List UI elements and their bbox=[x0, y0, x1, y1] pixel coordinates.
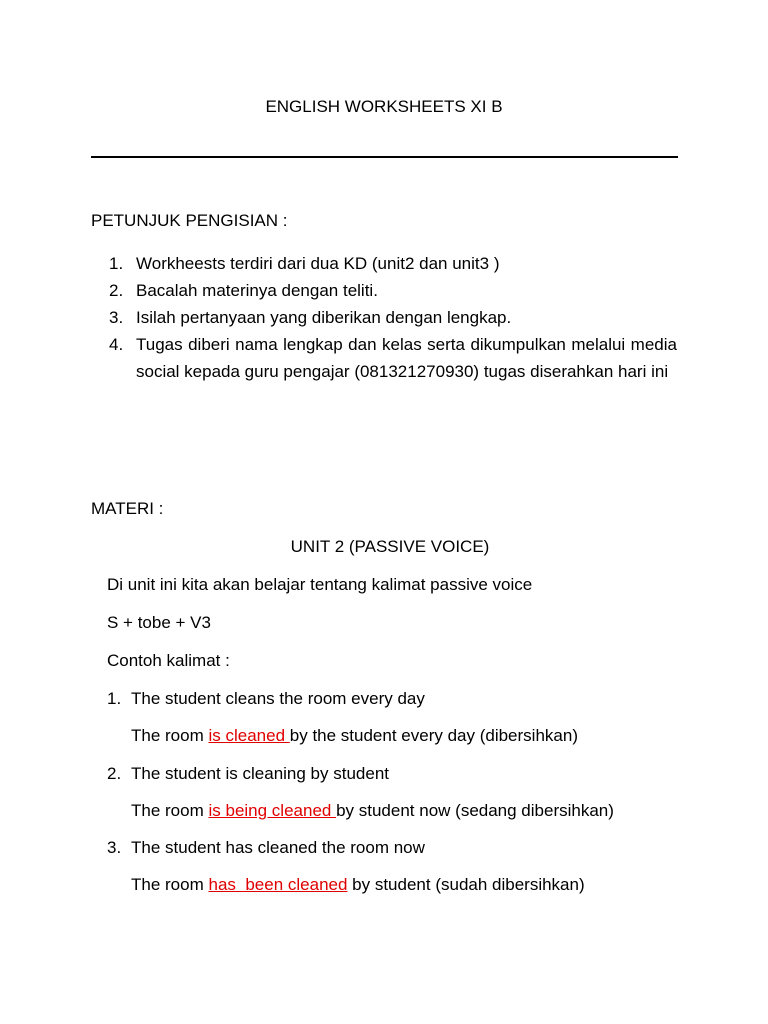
materi-heading: MATERI : bbox=[91, 499, 164, 518]
passive-highlight: is being cleaned bbox=[208, 801, 337, 820]
passive-suffix: by student now (sedang dibersihkan) bbox=[336, 801, 614, 820]
example-passive-sentence bbox=[131, 726, 578, 746]
examples-label: Contoh kalimat : bbox=[107, 651, 230, 670]
passive-highlight: has been cleaned bbox=[208, 875, 348, 894]
formula: S + tobe + V3 bbox=[107, 613, 211, 632]
instruction-item bbox=[91, 304, 677, 331]
unit-title: UNIT 2 (PASSIVE VOICE) bbox=[290, 537, 490, 556]
example-number: 1. bbox=[107, 689, 122, 708]
instructions-list bbox=[91, 250, 677, 385]
page-title: ENGLISH WORKSHEETS XI B bbox=[265, 97, 503, 116]
passive-prefix: The room bbox=[131, 726, 209, 745]
instruction-item bbox=[91, 277, 677, 304]
passive-prefix: The room bbox=[131, 801, 209, 820]
instruction-text: Tugas diberi nama lengkap dan kelas serta dikumpulkan melalui media social kepada guru pengajar (081321270930) tugas diserahkan hari ini bbox=[136, 335, 677, 381]
instructions-heading: PETUNJUK PENGISIAN : bbox=[91, 211, 288, 230]
instruction-number: 4. bbox=[109, 335, 124, 354]
passive-highlight: is cleaned bbox=[208, 726, 290, 745]
example-passive-sentence bbox=[131, 875, 585, 895]
example-active-sentence: The student cleans the room every day bbox=[131, 689, 425, 708]
example-number: 2. bbox=[107, 764, 122, 783]
passive-suffix: by student (sudah dibersihkan) bbox=[347, 875, 585, 894]
unit-intro: Di unit ini kita akan belajar tentang kalimat passive voice bbox=[107, 575, 533, 594]
instruction-item bbox=[91, 331, 677, 385]
instruction-text: Workheests terdiri dari dua KD (unit2 dan unit3 ) bbox=[136, 254, 500, 273]
instruction-text: Isilah pertanyaan yang diberikan dengan lengkap. bbox=[136, 308, 512, 327]
instruction-item bbox=[91, 250, 677, 277]
instruction-number: 2. bbox=[109, 281, 124, 300]
example-active-sentence: The student has cleaned the room now bbox=[131, 838, 425, 857]
example-number: 3. bbox=[107, 838, 122, 857]
instruction-number: 1. bbox=[109, 254, 124, 273]
instruction-text: Bacalah materinya dengan teliti. bbox=[136, 281, 378, 300]
title-divider bbox=[91, 156, 678, 158]
passive-prefix: The room bbox=[131, 875, 209, 894]
example-passive-sentence bbox=[131, 801, 614, 821]
example-active-sentence: The student is cleaning by student bbox=[131, 764, 389, 783]
instruction-number: 3. bbox=[109, 308, 124, 327]
passive-suffix: by the student every day (dibersihkan) bbox=[289, 726, 578, 745]
